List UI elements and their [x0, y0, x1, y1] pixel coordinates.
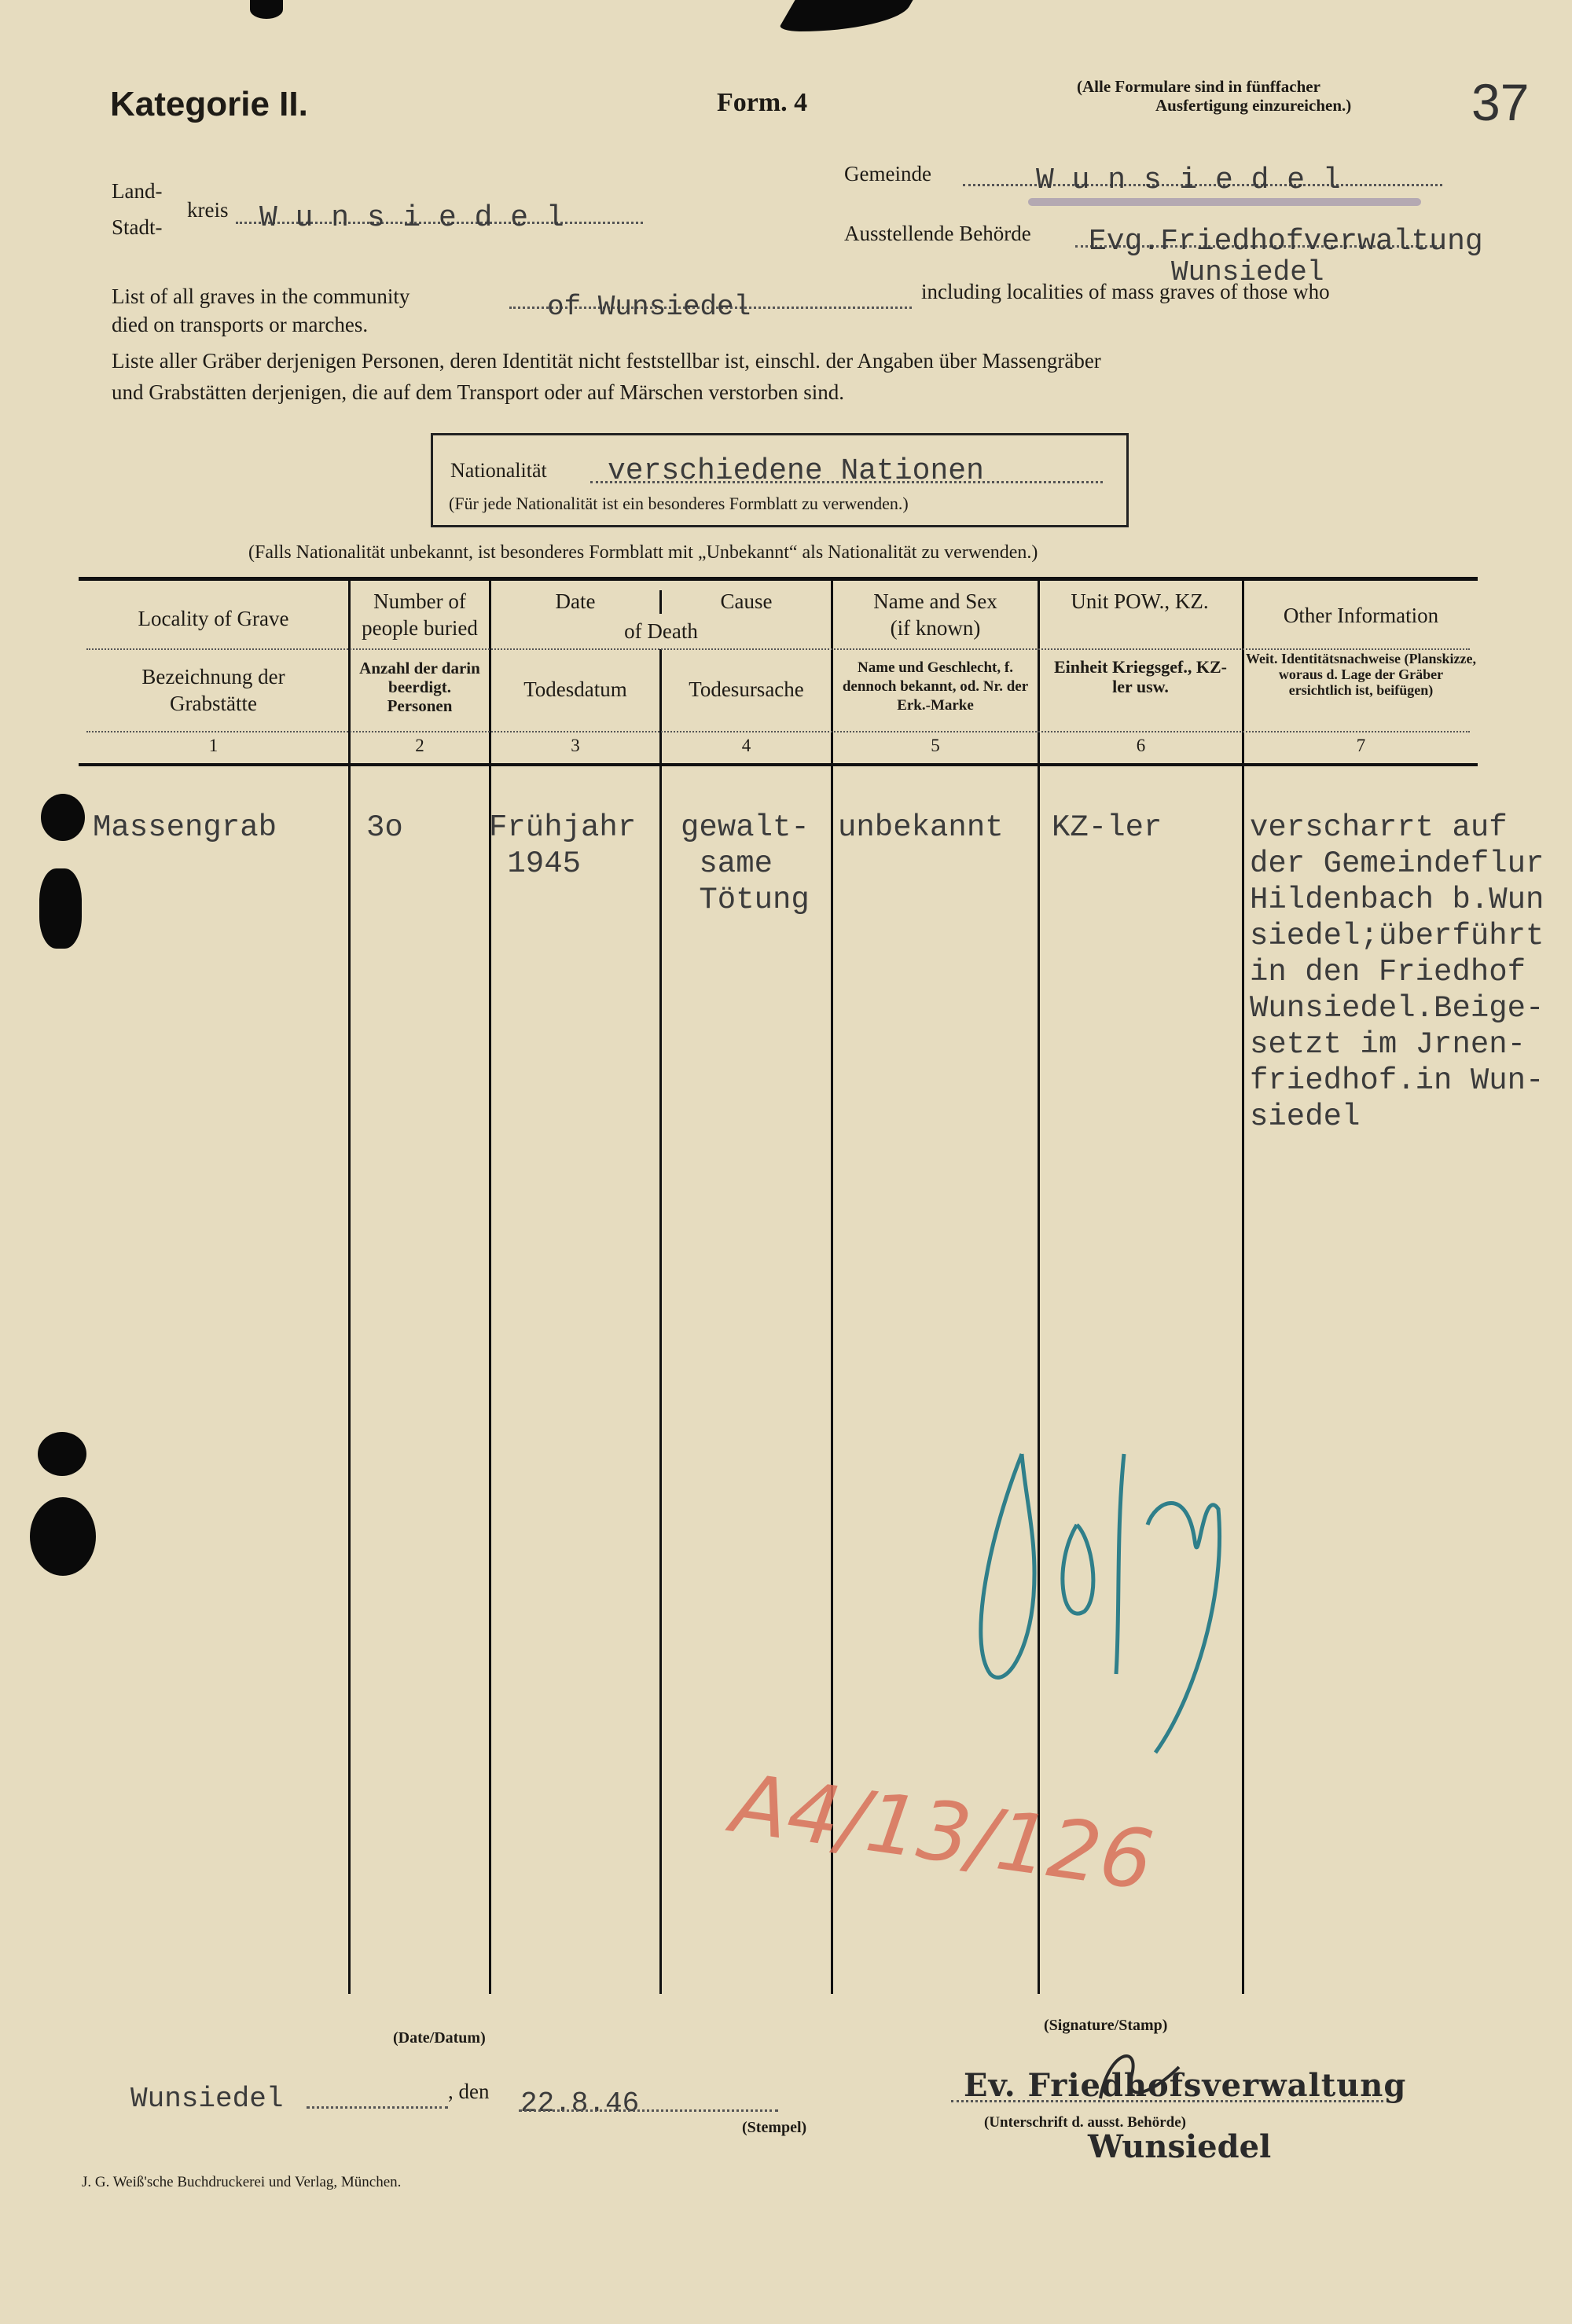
signature-label: (Signature/Stamp)	[1044, 2017, 1168, 2034]
stamp-city: Wunsiedel	[1088, 2128, 1272, 2165]
col1-header-en: Locality of Grave	[138, 607, 289, 630]
den-label: , den	[448, 2080, 490, 2103]
col7-header-en: Other Information	[1283, 604, 1439, 627]
binder-hole	[38, 1432, 86, 1476]
binder-hole	[41, 794, 85, 841]
col1-header-de: Bezeichnung der Grabstätte	[141, 665, 285, 715]
nationality-box	[431, 433, 1129, 527]
col4-number: 4	[741, 736, 751, 755]
col2-number: 2	[415, 736, 424, 755]
death-cause: gewalt- same Tötung	[681, 810, 810, 917]
nationality-label: Nationalität	[450, 459, 547, 482]
gemeinde-value: W u n s i e d e l	[1036, 163, 1341, 197]
col4-header-en: Cause	[720, 589, 773, 613]
col3-header-en: Date	[555, 589, 596, 613]
intro-en-part2: including localities of mass graves of those who	[921, 280, 1330, 303]
handwritten-signature	[1085, 2043, 1195, 2114]
col7-number: 7	[1356, 736, 1366, 755]
community-value: of Wunsiedel	[547, 291, 751, 323]
nationality-value: verschiedene Nationen	[608, 454, 984, 488]
name-sex: unbekannt	[838, 810, 1004, 845]
col5-header-en: Name and Sex (if known)	[873, 589, 997, 640]
binder-hole	[250, 0, 283, 19]
blue-pencil-initials	[959, 1438, 1273, 1768]
col3-number: 3	[571, 736, 580, 755]
submission-note-line2: Ausfertigung einzureichen.)	[1155, 96, 1352, 115]
binder-hole	[30, 1497, 96, 1576]
submission-note-line1: (Alle Formulare sind in fünffacher	[1077, 77, 1320, 96]
page-number: 37	[1471, 73, 1530, 131]
gemeinde-label: Gemeinde	[844, 162, 931, 185]
authority-label: Ausstellende Behörde	[844, 222, 1031, 245]
kreis-label: kreis	[187, 198, 229, 222]
other-information: verscharrt auf der Gemeindeflur Hildenbach b.Wun siedel;überführt in den Friedhof Wunsiedel.Beige- setzt im Jrnen- friedhof.in Wun- siedel	[1250, 810, 1544, 1134]
unterschrift-label: (Unterschrift d. ausst. Behörde)	[984, 2114, 1187, 2131]
authority-value: Evg.Friedhofverwaltung	[1089, 225, 1483, 259]
col3-header-de: Todesdatum	[523, 677, 627, 701]
col2-header-en: Number of people buried	[362, 589, 478, 640]
form-number: Form. 4	[717, 88, 808, 117]
signature-stamp-text: Ev. Friedhofsverwaltung	[964, 2067, 1407, 2104]
date-label: (Date/Datum)	[393, 2029, 486, 2047]
red-pencil-reference: A4/13/126	[726, 1755, 1159, 1909]
col5-number: 5	[931, 736, 940, 755]
date-cause-of-death: of Death	[624, 619, 698, 643]
col2-header-de: Anzahl der darin beerdigt. Personen	[359, 659, 480, 715]
intro-de-line1: Liste aller Gräber derjenigen Personen, deren Identität nicht feststellbar ist, einschl. der Angaben über Massengräber	[112, 349, 1101, 373]
col7-header-de: Weit. Identitätsnachweise (Planskizze, woraus d. Lage der Gräber ersichtlich ist, beifügen)	[1246, 651, 1476, 698]
violet-strike	[1028, 198, 1421, 206]
intro-en-part1: List of all graves in the community	[112, 285, 410, 308]
stadt-label: Stadt-	[112, 215, 163, 239]
intro-en-part3: died on transports or marches.	[112, 313, 369, 336]
col4-header-de: Todesursache	[689, 677, 804, 701]
category-title: Kategorie II.	[110, 85, 308, 123]
place-value: Wunsiedel	[130, 2083, 284, 2115]
grave-locality: Massengrab	[93, 810, 277, 845]
stempel-label: (Stempel)	[742, 2119, 807, 2136]
col1-number: 1	[208, 736, 219, 755]
col5-header-de: Name und Geschlecht, f. dennoch bekannt, od. Nr. der Erk.-Marke	[842, 659, 1029, 714]
binder-hole	[777, 0, 913, 31]
printer-imprint: J. G. Weiß'sche Buchdruckerei und Verlag, München.	[82, 2174, 402, 2190]
district-value: W u n s i e d e l	[259, 201, 564, 235]
col6-header-en: Unit POW., KZ.	[1071, 589, 1209, 613]
col6-number: 6	[1136, 736, 1146, 755]
date-value: 22.8.46	[520, 2087, 640, 2120]
col6-header-de: Einheit Kriegsgef., KZ-ler usw.	[1054, 657, 1227, 696]
overtyped-city: Wunsiedel	[1171, 256, 1324, 288]
unknown-nationality-note: (Falls Nationalität unbekannt, ist besonderes Formblatt mit „Unbekannt“ als Nationalität zu verwenden.)	[248, 542, 1038, 563]
death-date: Frühjahr 1945	[489, 810, 637, 881]
nationality-note: (Für jede Nationalität ist ein besonderes Formblatt zu verwenden.)	[449, 494, 909, 513]
people-buried-count: 3o	[366, 810, 403, 845]
intro-de-line2: und Grabstätten derjenigen, die auf dem Transport oder auf Märschen verstorben sind.	[112, 380, 845, 404]
binder-hole	[39, 868, 82, 949]
unit: KZ-ler	[1052, 810, 1162, 845]
land-label: Land-	[112, 179, 163, 203]
